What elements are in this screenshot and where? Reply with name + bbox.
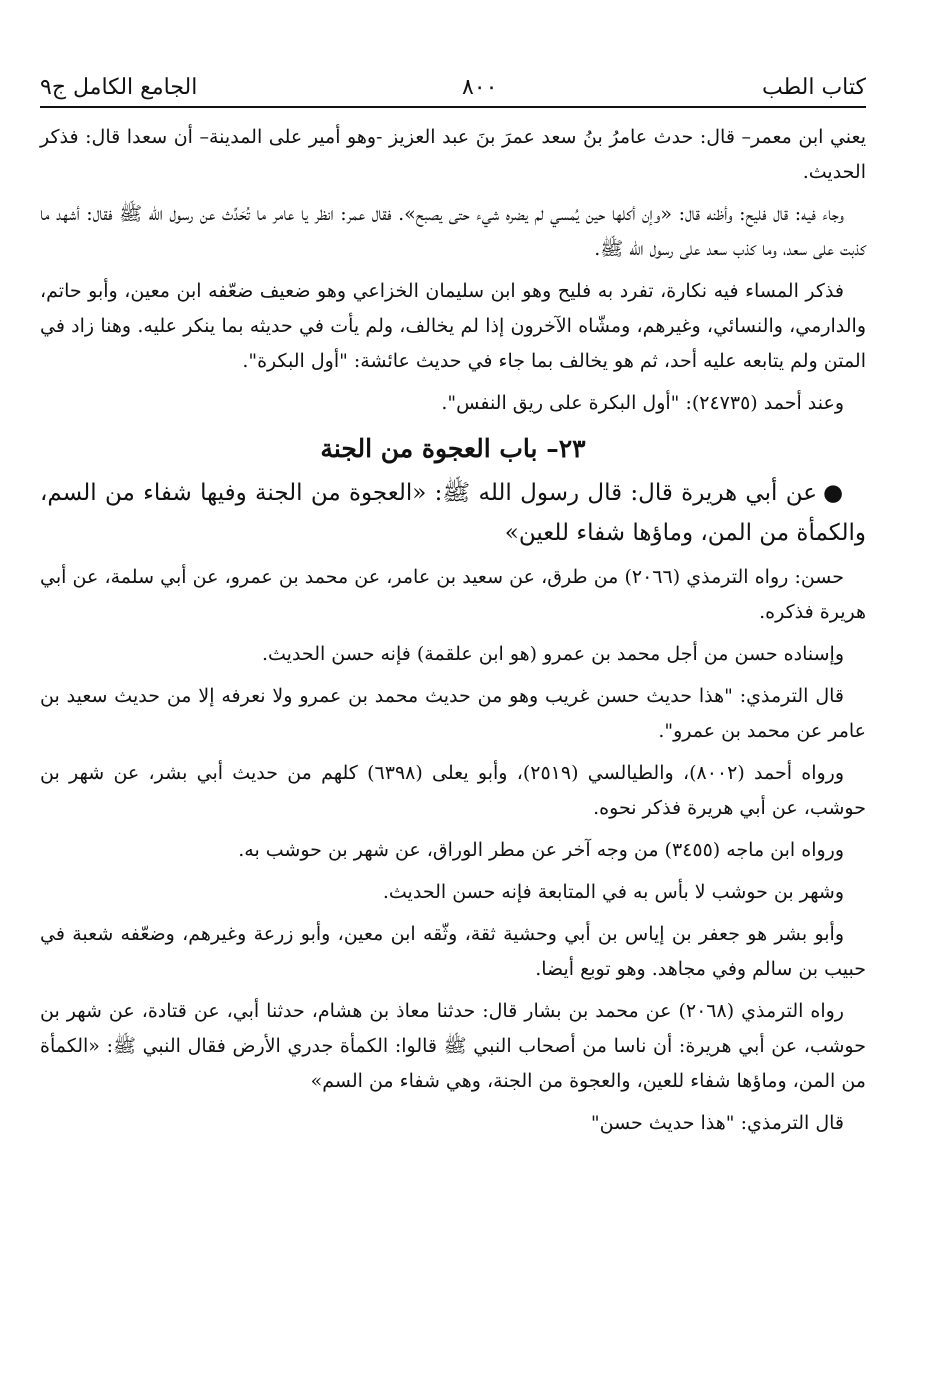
paragraph: ورواه ابن ماجه (٣٤٥٥) من وجه آخر عن مطر الوراق، عن شهر بن حوشب به. xyxy=(238,839,844,861)
paragraph: رواه الترمذي (٢٠٦٨) عن محمد بن بشار قال: حدثنا معاذ بن هشام، حدثنا أبي، عن قتادة، عن شهر بن حوشب، عن أبي هريرة: أن ناسا من أصحاب النبي ﷺ قالوا: الكمأة جدري الأرض فقال النبي ﷺ: «الكمأة من المن، وماؤها شفاء للعين، والعجوة من الجنة، وهي شفاء من السم» xyxy=(40,1000,866,1092)
page-number: ٨٠٠ xyxy=(461,75,498,100)
paragraph: ورواه أحمد (٨٠٠٢)، والطيالسي (٢٥١٩)، وأبو يعلى (٦٣٩٨) كلهم من حديث أبي بشر، عن شهر بن حوشب، عن أبي هريرة فذكر نحوه. xyxy=(40,762,866,819)
paragraph: وإسناده حسن من أجل محمد بن عمرو (هو ابن علقمة) فإنه حسن الحديث. xyxy=(261,643,844,665)
paragraph: فذكر المساء فيه نكارة، تفرد به فليح وهو ابن سليمان الخزاعي وهو ضعيف ضعّفه ابن معين، وأبو حاتم، والدارمي، والنسائي، وغيرهم، ومشّاه الآخرون إذا لم يخالف، ولم يأت في حديثه بما ينكر عليه. وهنا زاد في المتن ولم يتابعه عليه أحد، ثم هو يخالف بما جاء في حديث عائشة: "أول البكرة". xyxy=(40,280,866,372)
page-header xyxy=(40,58,866,100)
hadith-body: عن أبي هريرة قال: قال رسول الله ﷺ: «العجوة من الجنة وفيها شفاء من السم، والكمأة من المن، وماؤها شفاء للعين» xyxy=(40,480,866,546)
header-rule xyxy=(40,106,866,108)
chapter-title: ٢٣– باب العجوة من الجنة xyxy=(320,434,586,463)
hadith-text xyxy=(40,473,866,553)
paragraph: قال الترمذي: "هذا حديث حسن" xyxy=(590,1112,844,1134)
paragraph: وعند أحمد (٢٤٧٣٥): "أول البكرة على ريق النفس". xyxy=(441,392,844,414)
paragraph: وشهر بن حوشب لا بأس به في المتابعة فإنه حسن الحديث. xyxy=(382,881,844,903)
paragraph: وجاء فيه: قال فليح: وأظنه قال: «وإن أكلها حين يُمسي لم يضره شيء حتى يصبح». فقال عمر: انظر يا عامر ما تُحَدِّث عن رسول الله ﷺ فقال: أشهد ما كذبت على سعد، وما كذب سعد على رسول الله ﷺ. xyxy=(40,203,866,260)
paragraph: وأبو بشر هو جعفر بن إياس بن أبي وحشية ثقة، وثّقه ابن معين، وأبو زرعة وغيرهم، وضعّفه شعبة في حبيب بن سالم وفي مجاهد. وهو توبع أيضا. xyxy=(40,923,866,980)
paragraph: قال الترمذي: "هذا حديث حسن غريب وهو من حديث محمد بن عمرو ولا نعرفه إلا من حديث سعيد بن عامر عن محمد بن عمرو". xyxy=(40,685,866,742)
page-body xyxy=(40,120,866,1141)
paragraph: يعني ابن معمر– قال: حدث عامرُ بنُ سعد عمرَ بنَ عبد العزيز -وهو أمير على المدينة– أن سعدا قال: فذكر الحديث. xyxy=(40,126,866,183)
paragraph: حسن: رواه الترمذي (٢٠٦٦) من طرق، عن سعيد بن عامر، عن محمد بن عمرو، عن أبي سلمة، عن أبي هريرة فذكره. xyxy=(40,566,866,623)
bullet-icon: ● xyxy=(822,479,844,506)
book-title: كتاب الطب xyxy=(762,75,866,100)
series-title: الجامع الكامل ج٩ xyxy=(40,75,198,100)
